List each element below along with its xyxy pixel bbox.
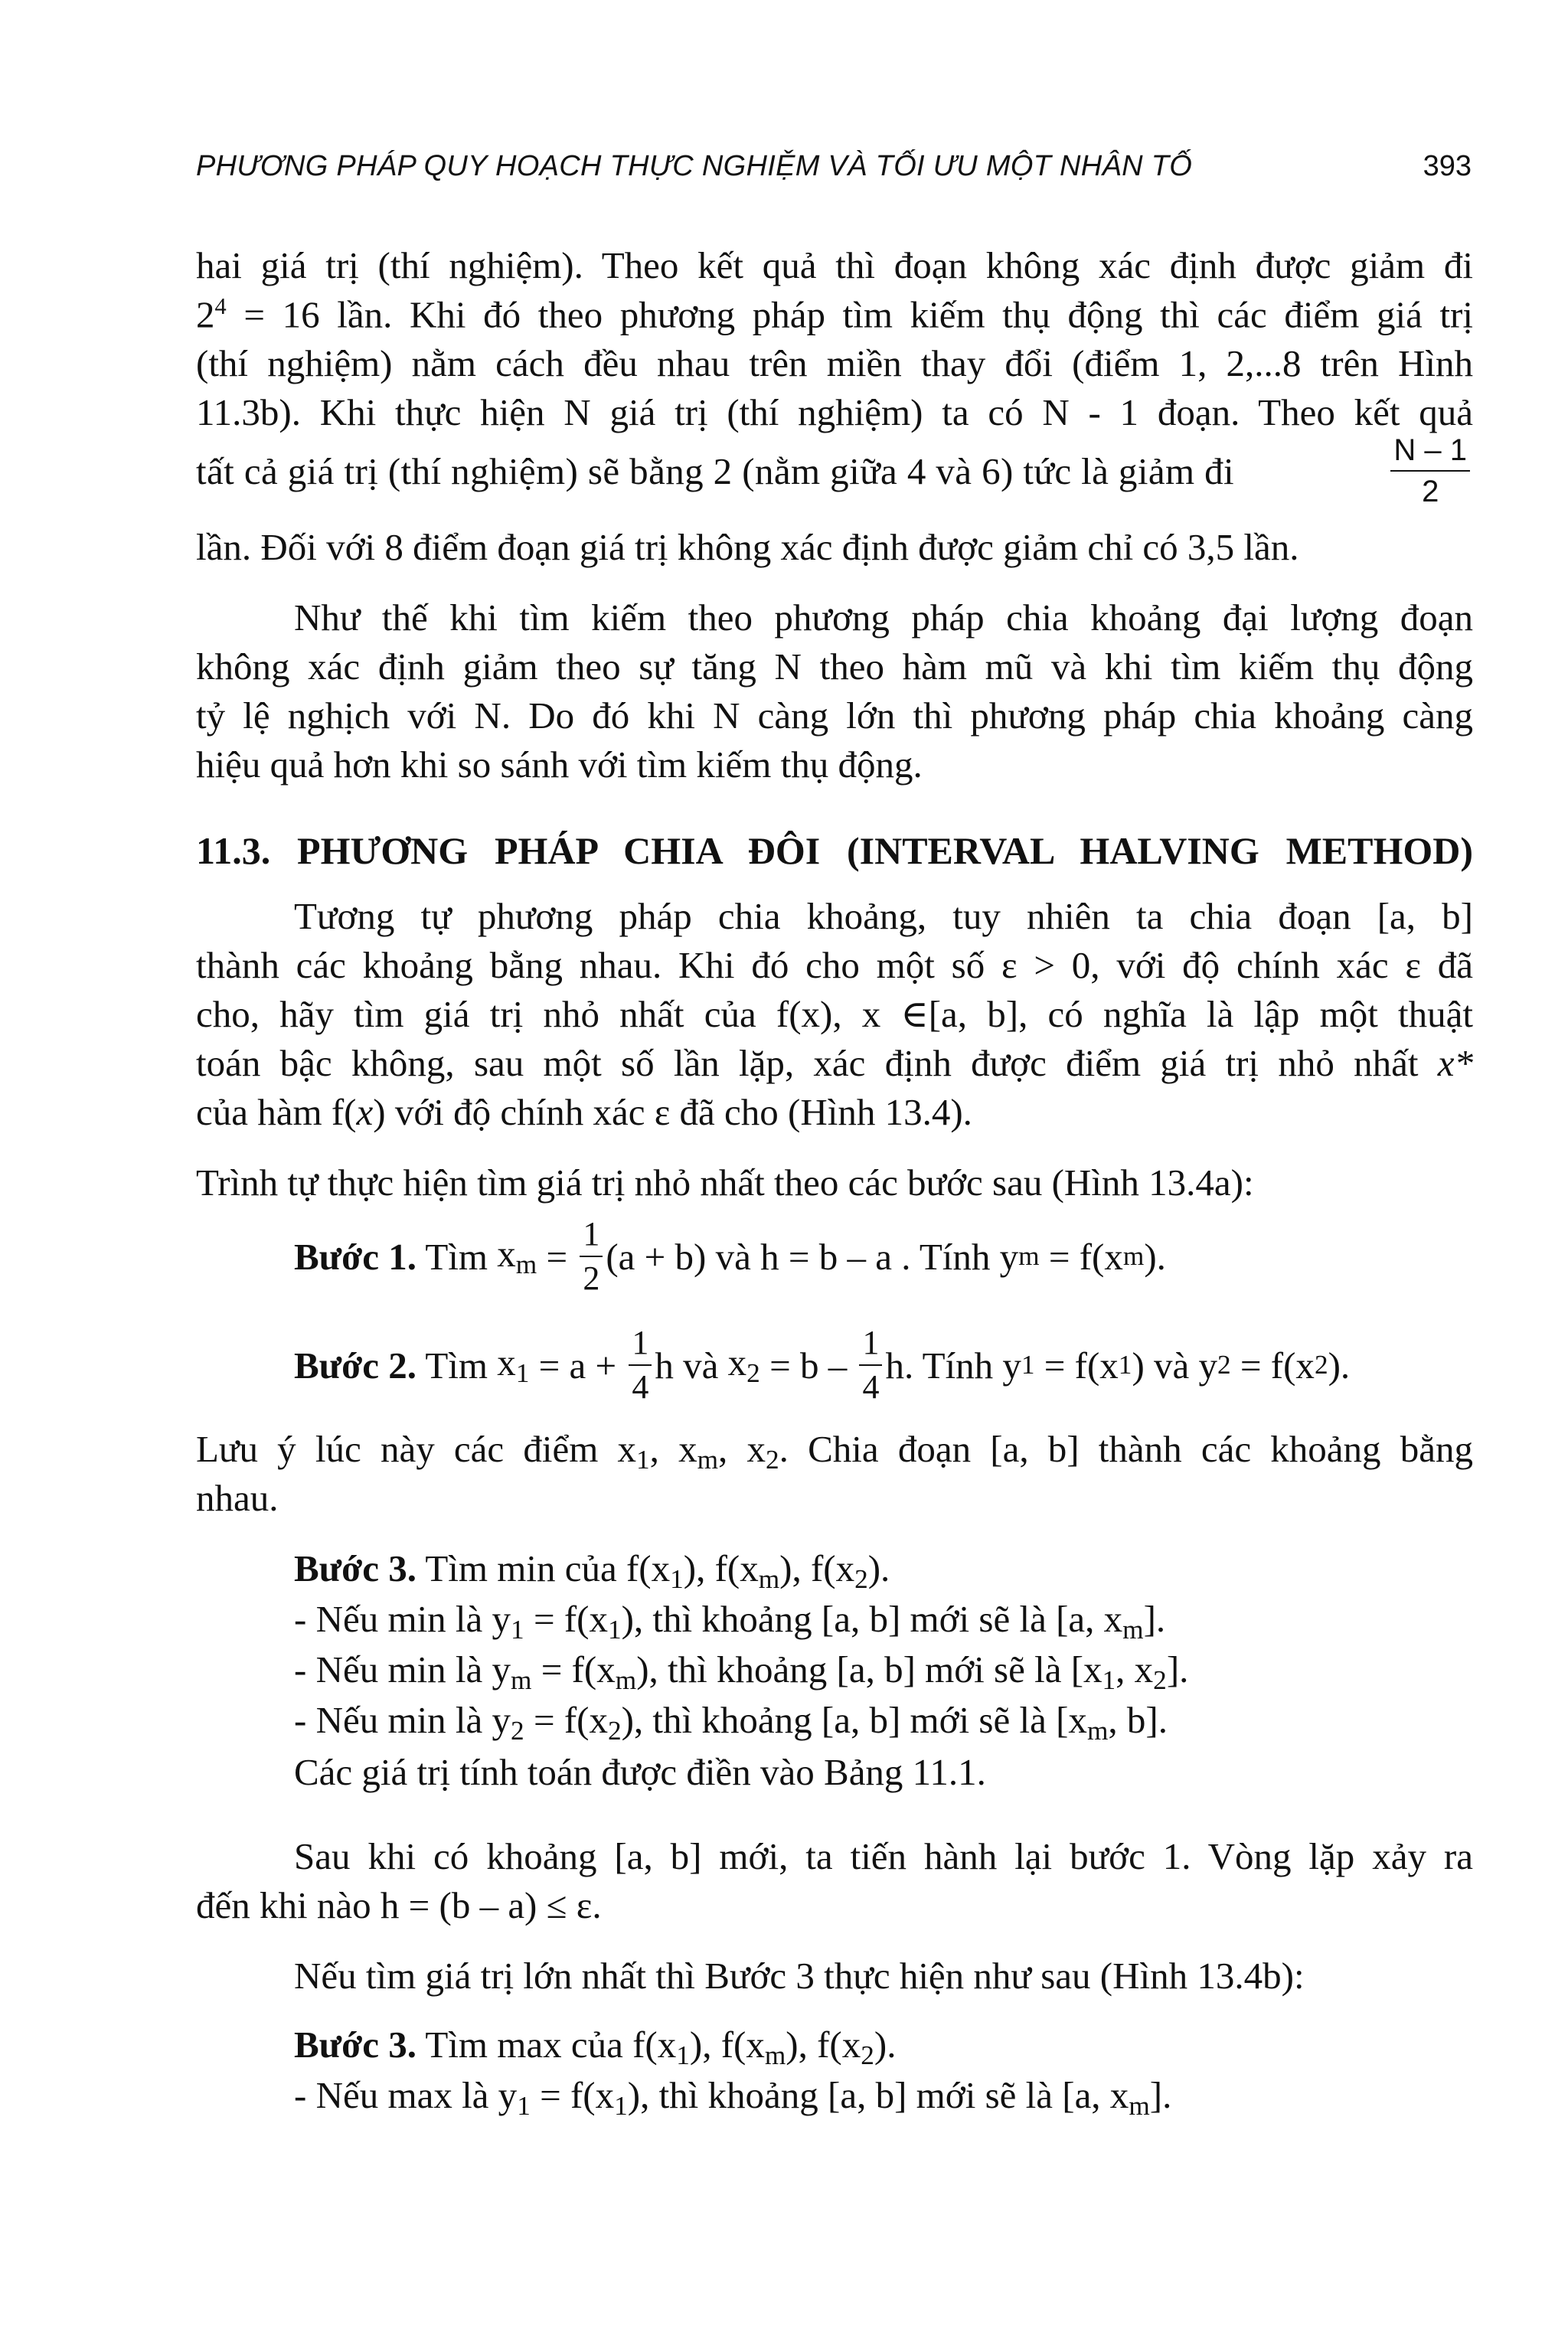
- optimum-variable: x*: [1437, 1042, 1473, 1084]
- note-line2: nhau.: [196, 1477, 279, 1519]
- para3-line1: Tương tự phương pháp chia khoảng, tuy nhiên ta chia đoạn [a, b]: [294, 895, 1473, 937]
- table-reference: Các giá trị tính toán được điền vào Bảng 11.1.: [294, 1751, 986, 1793]
- power-base: 2: [196, 293, 215, 336]
- para2-line4: hiệu quả hơn khi so sánh với tìm kiếm thụ động.: [196, 743, 923, 786]
- para1-line6: lần. Đối với 8 điểm đoạn giá trị không xác định được giảm chỉ có 3,5 lần.: [196, 526, 1299, 568]
- running-header: PHƯƠNG PHÁP QUY HOẠCH THỰC NGHIỆM VÀ TỐI ƯU MỘT NHÂN TỐ: [196, 150, 1193, 182]
- step1-label: Bước 1.: [294, 1235, 416, 1278]
- step3-max-line: Bước 3. Tìm max của $f(x_1)$, $f(x_m)$, $f(x_2)$.: [294, 2024, 897, 2070]
- fraction-one-quarter-a: $\frac{1}{4}$: [629, 1326, 652, 1404]
- step3-case1: - Nếu min là $y_1 = f(x_1)$, thì khoảng [a, b] mới sẽ là [a, $x_m$].: [294, 1598, 1166, 1645]
- para2-line3: tỷ lệ nghịch với N. Do đó khi N càng lớn thì phương pháp chia khoảng càng: [196, 694, 1473, 737]
- step3-max-label: Bước 3.: [294, 2024, 416, 2066]
- para4-line1: Trình tự thực hiện tìm giá trị nhỏ nhất theo các bước sau (Hình 13.4a):: [196, 1161, 1254, 1204]
- step3-line: Bước 3. Tìm min của $f(x_1)$, $f(x_m)$, $f(x_2)$.: [294, 1547, 890, 1594]
- step2-line: Bước 2. Tìm $x_1$ = a + $\frac{1}{4}$ h và $x_2$ = b – $\frac{1}{4}$ h. Tính y 1 = f(x 1 ) và y 2 = f(x 2 ).: [294, 1324, 1351, 1406]
- para1-line3: (thí nghiệm) nằm cách đều nhau trên miền thay đổi (điểm 1, 2,...8 trên Hình: [196, 342, 1473, 384]
- para1-line4: 11.3b). Khi thực hiện N giá trị (thí nghiệm) ta có N - 1 đoạn. Theo kết quả: [196, 391, 1473, 433]
- para2-line2: không xác định giảm theo sự tăng N theo hàm mũ và khi tìm kiếm thụ động: [196, 645, 1473, 688]
- step3-max-case1: - Nếu max là $y_1 = f(x_1)$, thì khoảng [a, b] mới sẽ là [a, $x_m$].: [294, 2074, 1172, 2121]
- step1-line: Bước 1. Tìm $x_m$ = $\frac{1}{2}$ (a + b) và h = b – a . Tính y m = f(x m ).: [294, 1215, 1166, 1297]
- para2-line1: Như thế khi tìm kiếm theo phương pháp chia khoảng đại lượng đoạn: [294, 596, 1473, 639]
- fraction-n-minus-1-over-2: $\frac{N - 1}{2}$: [1390, 435, 1470, 507]
- para1-line2: $2^4 = 16$ lần. Khi đó theo phương pháp tìm kiếm thụ động thì các điểm giá trị: [196, 293, 1473, 336]
- para6-line1: Nếu tìm giá trị lớn nhất thì Bước 3 thực hiện như sau (Hình 13.4b):: [294, 1955, 1305, 1997]
- section-heading: 11.3. PHƯƠNG PHÁP CHIA ĐÔI (INTERVAL HALVING METHOD): [196, 829, 1473, 872]
- note-line1: Lưu ý lúc này các điểm $x_1$, $x_m$, $x_2$. Chia đoạn [a, b] thành các khoảng bằng: [196, 1428, 1474, 1475]
- para3-line3: cho, hãy tìm giá trị nhỏ nhất của f(x), x ∈[a, b], có nghĩa là lập một thuật: [196, 993, 1474, 1035]
- page-number: 393: [1423, 150, 1472, 182]
- para3-line2: thành các khoảng bằng nhau. Khi đó cho một số ε > 0, với độ chính xác ε đã: [196, 944, 1473, 986]
- para3-line5: của hàm f(x) với độ chính xác ε đã cho (Hình 13.4).: [196, 1091, 972, 1133]
- para1-line1: hai giá trị (thí nghiệm). Theo kết quả thì đoạn không xác định được giảm đi: [196, 244, 1473, 286]
- fraction-one-quarter-b: $\frac{1}{4}$: [859, 1326, 882, 1404]
- para5-line2: đến khi nào h = (b – a) ≤ ε.: [196, 1884, 602, 1926]
- fraction-one-half: $\frac{1}{2}$: [580, 1217, 603, 1295]
- domain-expression: f(x), x ∈[a, b]: [776, 993, 1019, 1035]
- para1-line5: tất cả giá trị (thí nghiệm) sẽ bằng 2 (nằm giữa 4 và 6) tức là giảm đi $\frac{N - 1}{2}$: [196, 435, 1473, 507]
- power-exponent: 4: [214, 293, 227, 319]
- para5-line1: Sau khi có khoảng [a, b] mới, ta tiến hành lại bước 1. Vòng lặp xảy ra: [294, 1835, 1473, 1877]
- step3-case3: - Nếu min là $y_2 = f(x_2)$, thì khoảng [a, b] mới sẽ là [$x_m$, b].: [294, 1699, 1168, 1746]
- step3-label: Bước 3.: [294, 1547, 416, 1589]
- step2-label: Bước 2.: [294, 1344, 416, 1387]
- step3-case2: - Nếu min là $y_m = f(x_m)$, thì khoảng [a, b] mới sẽ là [$x_1$, $x_2$].: [294, 1648, 1189, 1695]
- para3-line4: toán bậc không, sau một số lần lặp, xác định được điểm giá trị nhỏ nhất x*: [196, 1042, 1473, 1084]
